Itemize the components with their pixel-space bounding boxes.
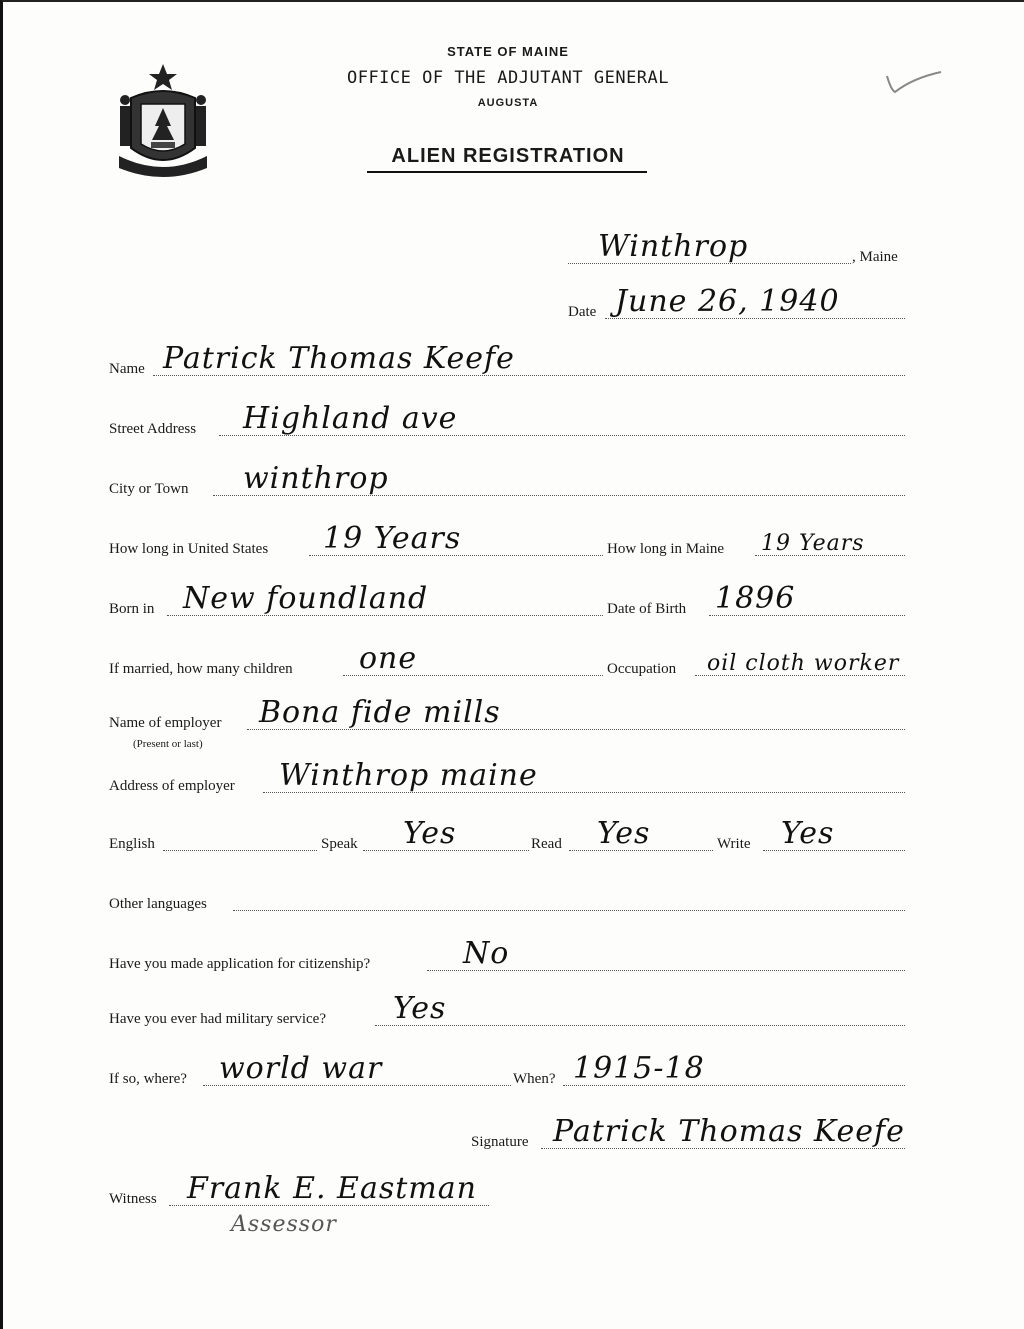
citizenship-label: Have you made application for citizenship? <box>109 956 371 972</box>
signature-label: Signature <box>471 1134 529 1150</box>
street-value: Highland ave <box>243 401 458 436</box>
row-city <box>3 462 1013 502</box>
row-birth <box>3 582 1013 622</box>
witness-label: Witness <box>109 1191 157 1207</box>
maine-value: 19 Years <box>761 531 865 556</box>
speak-value: Yes <box>403 816 457 851</box>
town-suffix: , Maine <box>852 249 898 265</box>
row-name <box>3 342 1013 382</box>
dob-value: 1896 <box>715 581 796 616</box>
when-value: 1915-18 <box>573 1051 705 1086</box>
city-value: winthrop <box>243 461 389 496</box>
emp-addr-value: Winthrop maine <box>279 758 538 793</box>
name-value: Patrick Thomas Keefe <box>163 341 515 376</box>
military-line <box>375 1025 905 1026</box>
date-value: June 26, 1940 <box>615 284 840 319</box>
row-duration <box>3 522 1013 562</box>
row-town <box>3 230 1013 270</box>
occupation-label: Occupation <box>607 661 677 677</box>
row-citizenship <box>3 937 1013 977</box>
row-english <box>3 817 1013 857</box>
signature-value: Patrick Thomas Keefe <box>553 1114 905 1149</box>
other-lang-label: Other languages <box>109 896 207 912</box>
write-label: Write <box>717 836 751 852</box>
name-label: Name <box>109 361 145 377</box>
english-line <box>163 850 317 851</box>
row-employer <box>3 695 1013 750</box>
military-value: Yes <box>393 991 447 1026</box>
speak-label: Speak <box>321 836 358 852</box>
row-street <box>3 402 1013 442</box>
emp-addr-label: Address of employer <box>109 778 235 794</box>
header-state: STATE OF MAINE <box>447 44 569 59</box>
when-label: When? <box>513 1071 556 1087</box>
title-underline <box>367 171 647 173</box>
header-city: AUGUSTA <box>477 97 539 109</box>
town-value: Winthrop <box>598 229 749 264</box>
row-date <box>3 285 1013 325</box>
city-label: City or Town <box>109 481 189 497</box>
military-label: Have you ever had military service? <box>109 1011 326 1027</box>
read-value: Yes <box>597 816 651 851</box>
employer-value: Bona fide mills <box>259 695 501 730</box>
children-label: If married, how many children <box>109 661 293 677</box>
header-office: OFFICE OF THE ADJUTANT GENERAL <box>346 68 670 88</box>
citizenship-value: No <box>463 936 510 971</box>
other-lang-line <box>233 910 905 911</box>
witness-value: Frank E. Eastman <box>187 1171 477 1206</box>
row-service <box>3 1052 1013 1092</box>
occupation-value: oil cloth worker <box>707 651 900 676</box>
witness-title: Assessor <box>231 1212 337 1237</box>
row-employer-address <box>3 759 1013 799</box>
row-signature <box>3 1115 1013 1155</box>
employer-label: Name of employer <box>109 715 222 731</box>
us-value: 19 Years <box>323 521 462 556</box>
english-label: English <box>109 836 155 852</box>
row-witness <box>3 1172 1013 1212</box>
write-value: Yes <box>781 816 835 851</box>
where-value: world war <box>219 1051 383 1086</box>
maine-label: How long in Maine <box>607 541 725 557</box>
row-children <box>3 642 1013 682</box>
us-label: How long in United States <box>109 541 269 557</box>
read-label: Read <box>531 836 562 852</box>
employer-sub: (Present or last) <box>133 738 203 750</box>
date-label: Date <box>568 304 597 320</box>
row-other-languages <box>3 877 1013 917</box>
born-value: New foundland <box>183 581 429 616</box>
where-label: If so, where? <box>109 1071 187 1087</box>
row-military <box>3 992 1013 1032</box>
dob-label: Date of Birth <box>607 601 687 617</box>
children-value: one <box>359 641 418 676</box>
form-title: ALIEN REGISTRATION <box>391 145 625 167</box>
born-label: Born in <box>109 601 155 617</box>
street-label: Street Address <box>109 421 197 437</box>
